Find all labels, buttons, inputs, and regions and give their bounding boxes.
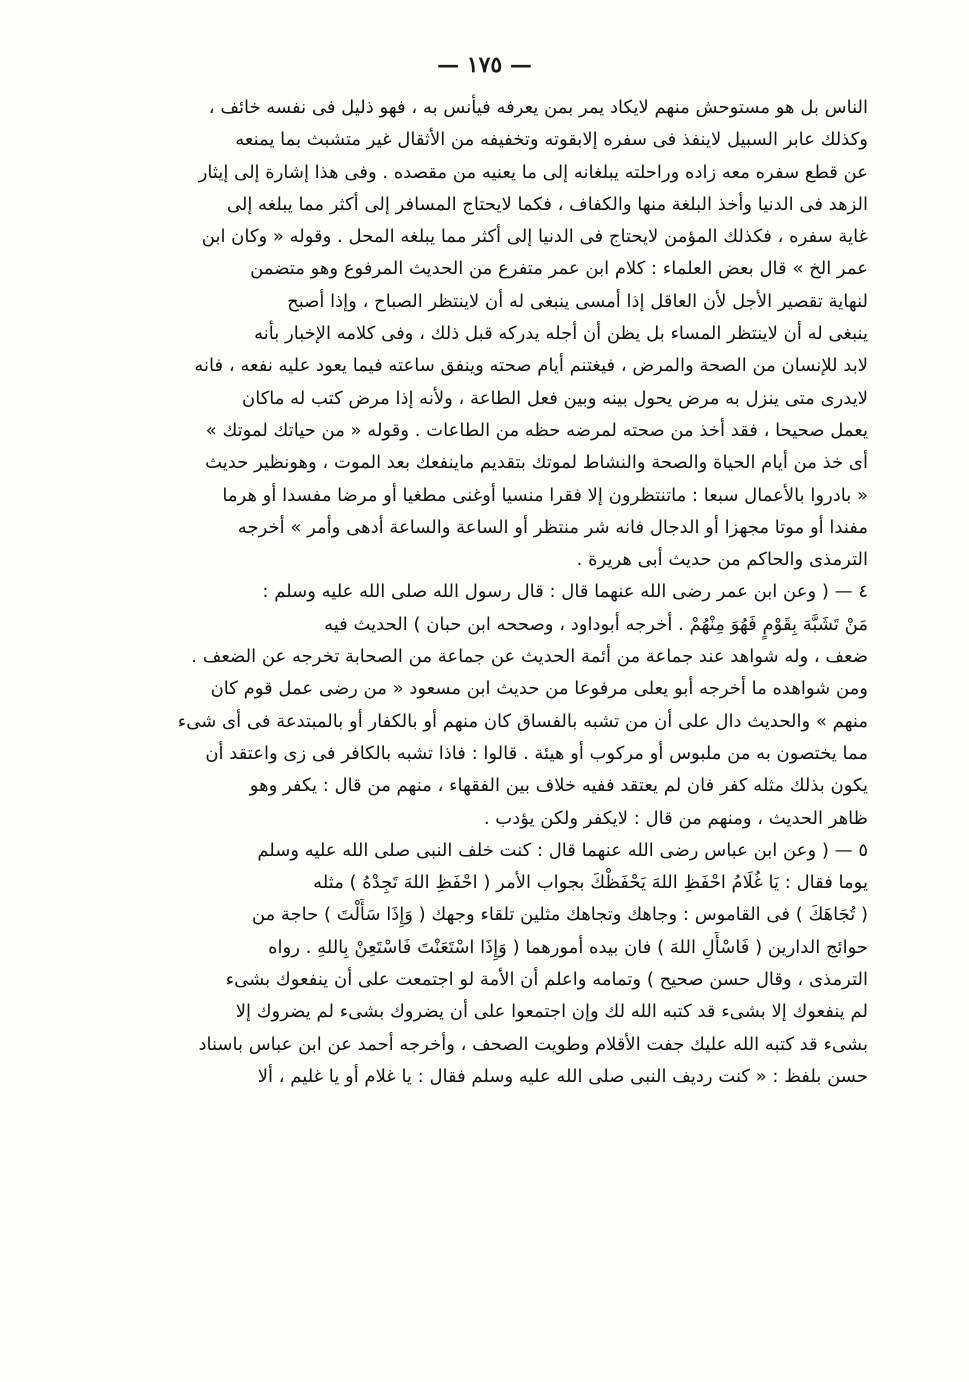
text-line: ٤ — ( وعن ابن عمر رضى الله عنهما قال : قال رسول الله صلى الله عليه وسلم :	[262, 581, 868, 603]
text-line: ٥ — ( وعن ابن عباس رضى الله عنهما قال : كنت خلف النبى صلى الله عليه وسلم	[257, 839, 868, 861]
text-line: أى خذ من أيام الحياة والصحة والنشاط لموتك بتقديم ماينفعك بعد الموت ، وهونظير حديث	[205, 452, 868, 474]
text-line: يكون بذلك مثله كفر فان لم يعتقد ففيه خلاف بين الفقهاء ، منهم من قال : يكفر وهو	[249, 775, 868, 797]
text-line: مما يختصون به من ملبوس أو مركوب أو هيئة . قالوا : فاذا تشبه بالكافر فى زى واعتقد أن	[205, 742, 868, 764]
text-line: حوائج الدارين ( فَاسْأَلِ اللهَ ) فان بيده أمورهما ( وَإِذَا اسْتَعَنْتَ فَاسْتَعِنْ بِاللهِ . رواه	[268, 936, 868, 958]
text-line: بشىء قد كتبه الله عليك جفت الأقلام وطويت الصحف ، وأخرجه أحمد عن ابن عباس باسناد	[198, 1033, 868, 1055]
text-line: ظاهر الحديث ، ومنهم من قال : لايكفر ولكن يؤدب .	[483, 807, 868, 829]
text-line: لم ينفعوك إلا بشىء قد كتبه الله لك وإن اجتمعوا على أن يضروك بشىء لم يضروك إلا	[235, 1001, 868, 1023]
text-line: ومن شواهده ما أخرجه أبو يعلى مرفوعا من حديث ابن مسعود « من رضى عمل قوم كان	[210, 678, 868, 700]
text-line: « بادروا بالأعمال سبعا : ماتنتظرون إلا فقرا منسيا أوغنى مطغيا أو مرضا مفسدا أو هرما	[222, 484, 868, 506]
text-line: عن قطع سفره معه زاده وراحلته يبلغانه إلى ما يعنيه من مقصده . وفى هذا إشارة إلى إيثار	[198, 161, 868, 183]
text-line: عمر الخ » قال بعض العلماء : كلام ابن عمر متفرع من الحديث المرفوع وهو متضمن	[250, 258, 868, 280]
page-number: — ١٧٥ —	[437, 52, 532, 78]
text-line: الترمذى والحاكم من حديث أبى هريرة .	[576, 549, 868, 571]
text-line: مَنْ تَشَبَّهَ بِقَوْمٍ فَهُوَ مِنْهُمْ . أخرجه أبوداود ، وصححه ابن حبان ) الحديث فيه	[324, 613, 868, 635]
page-body-text	[148, 92, 868, 1093]
text-line: منهم » والحديث دال على أن من تشبه بالفساق كان منهم أو بالكفار أو بالمبتدعة فى أى شىء	[177, 710, 868, 732]
text-line: لايدرى متى ينزل به مرض يحول بينه وبين فعل الطاعة ، ولأنه إذا مرض كتب له ماكان	[242, 387, 868, 409]
text-line: يعمل صحيحا ، فقد أخذ من صحته لمرضه حظه من الطاعات . وقوله « من حياتك لموتك »	[205, 419, 868, 441]
text-line: غاية سفره ، فكذلك المؤمن لايحتاج فى الدنيا إلى أكثر مما يبلغه المحل . وقوله « وكان ابن	[201, 226, 868, 248]
text-line: يوما فقال : يَا غُلَامُ احْفَظِ اللهَ يَحْفَظْكَ بجواب الأمر ( احْفَظِ اللهَ تَجِدْهُ ) مثله	[313, 872, 868, 894]
text-line: الزهد فى الدنيا وأخذ البلغة منها والكفاف ، فكما لايحتاج المسافر إلى أكثر مما يبلغه إلى	[226, 193, 868, 215]
text-line: الترمذى ، وقال حسن صحيح ) وتمامه واعلم أن الأمة لو اجتمعت على أن ينفعوك بشىء	[225, 969, 868, 991]
text-line: وكذلك عابر السبيل لاينفذ فى سفره إلابقوته وتخفيفه من الأثقال غير متشبث بما يمنعه	[235, 129, 868, 151]
text-line: لابد للإنسان من الصحة والمرض ، فيغتنم أيام صحته وينفق ساعته فيما يعود عليه نفعه ، فانه	[194, 355, 868, 377]
text-line: ( تُجَاهَكَ ) فى القاموس : وجاهك وتجاهك مثلين تلقاء وجهك ( وَإِذَا سَأَلْتَ ) حاجة من	[251, 904, 868, 926]
text-line: ضعف ، وله شواهد عند جماعة من أئمة الحديث عن جماعة من الصحابة تخرجه عن الضعف .	[191, 646, 868, 668]
text-line: الناس بل هو مستوحش منهم لايكاد يمر بمن يعرفه فيأنس به ، فهو ذليل فى نفسه خائف ،	[208, 97, 868, 118]
text-line: لنهاية تقصير الأجل لأن العاقل إذا أمسى ينبغى له أن لاينتظر الصباح ، وإذا أصبح	[287, 290, 868, 312]
text-line: حسن بلفظ : « كنت رديف النبى صلى الله عليه وسلم فقال : يا غلام أو يا غليم ، ألا	[257, 1065, 868, 1087]
text-line: ينبغى له أن لاينتظر المساء بل يظن أن أجله يدركه قبل ذلك ، وفى كلامه الإخبار بأنه	[254, 323, 868, 345]
text-line: مفندا أو موتا مجهزا أو الدجال فانه شر منتظر أو الساعة والساعة أدهى وأمر » أخرجه	[237, 516, 868, 538]
